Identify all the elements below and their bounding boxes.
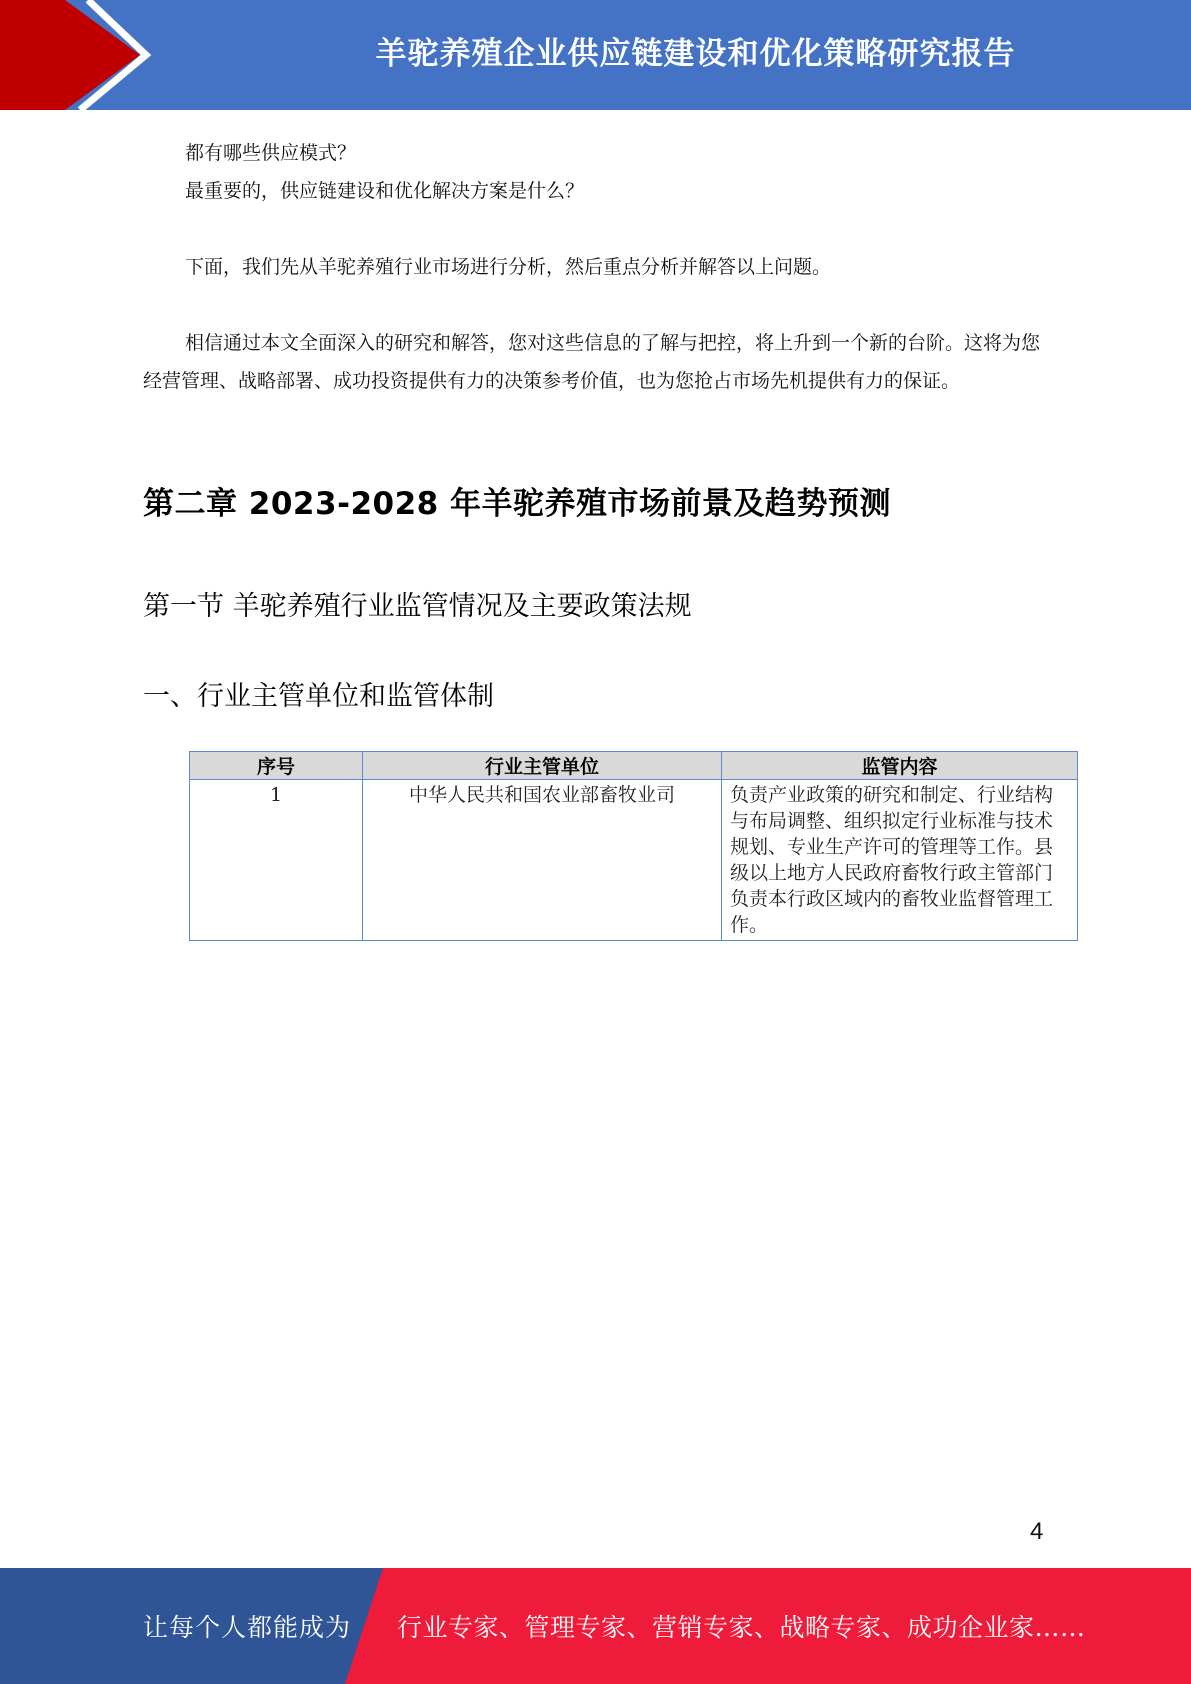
- column-header-content: 监管内容: [722, 752, 1078, 780]
- regulatory-authority-table: [189, 751, 1078, 941]
- chapter-heading: 第二章 2023-2028 年羊驼养殖市场前景及趋势预测: [143, 486, 892, 522]
- page-header: [0, 0, 1191, 110]
- cell-unit: 中华人民共和国农业部畜牧业司: [363, 780, 722, 941]
- column-header-number: 序号: [190, 752, 363, 780]
- cell-content: 负责产业政策的研究和制定、行业结构与布局调整、组织拟定行业标准与技术规划、专业生产许可的管理等工作。县级以上地方人民政府畜牧行政主管部门负责本行政区域内的畜牧业监督管理工作。: [722, 780, 1078, 941]
- footer-slogan-left: 让每个人都能成为: [143, 1613, 352, 1642]
- footer-slogan-right: 行业专家、管理专家、营销专家、战略专家、成功企业家……: [397, 1613, 1086, 1642]
- report-title: 羊驼养殖企业供应链建设和优化策略研究报告: [375, 35, 1016, 72]
- header-chevron-decoration: [0, 0, 160, 110]
- table-row: [190, 780, 1078, 941]
- page-number: 4: [1030, 1518, 1044, 1545]
- body-line-2: 最重要的，供应链建设和优化解决方案是什么？: [185, 180, 585, 202]
- table-header-row: [190, 752, 1078, 780]
- body-paragraph-1: 下面，我们先从羊驼养殖行业市场进行分析，然后重点分析并解答以上问题。: [185, 256, 832, 278]
- subsection-heading: 一、行业主管单位和监管体制: [143, 681, 494, 712]
- page-footer: [0, 1568, 1191, 1684]
- cell-number: 1: [190, 780, 363, 941]
- section-heading: 第一节 羊驼养殖行业监管情况及主要政策法规: [143, 591, 692, 622]
- body-paragraph-2: 相信通过本文全面深入的研究和解答，您对这些信息的了解与把控，将上升到一个新的台阶。这将为您经营管理、战略部署、成功投资提供有力的决策参考价值，也为您抢占市场先机提供有力的保证。: [143, 332, 1041, 392]
- body-line-1: 都有哪些供应模式？: [185, 142, 357, 164]
- column-header-unit: 行业主管单位: [363, 752, 722, 780]
